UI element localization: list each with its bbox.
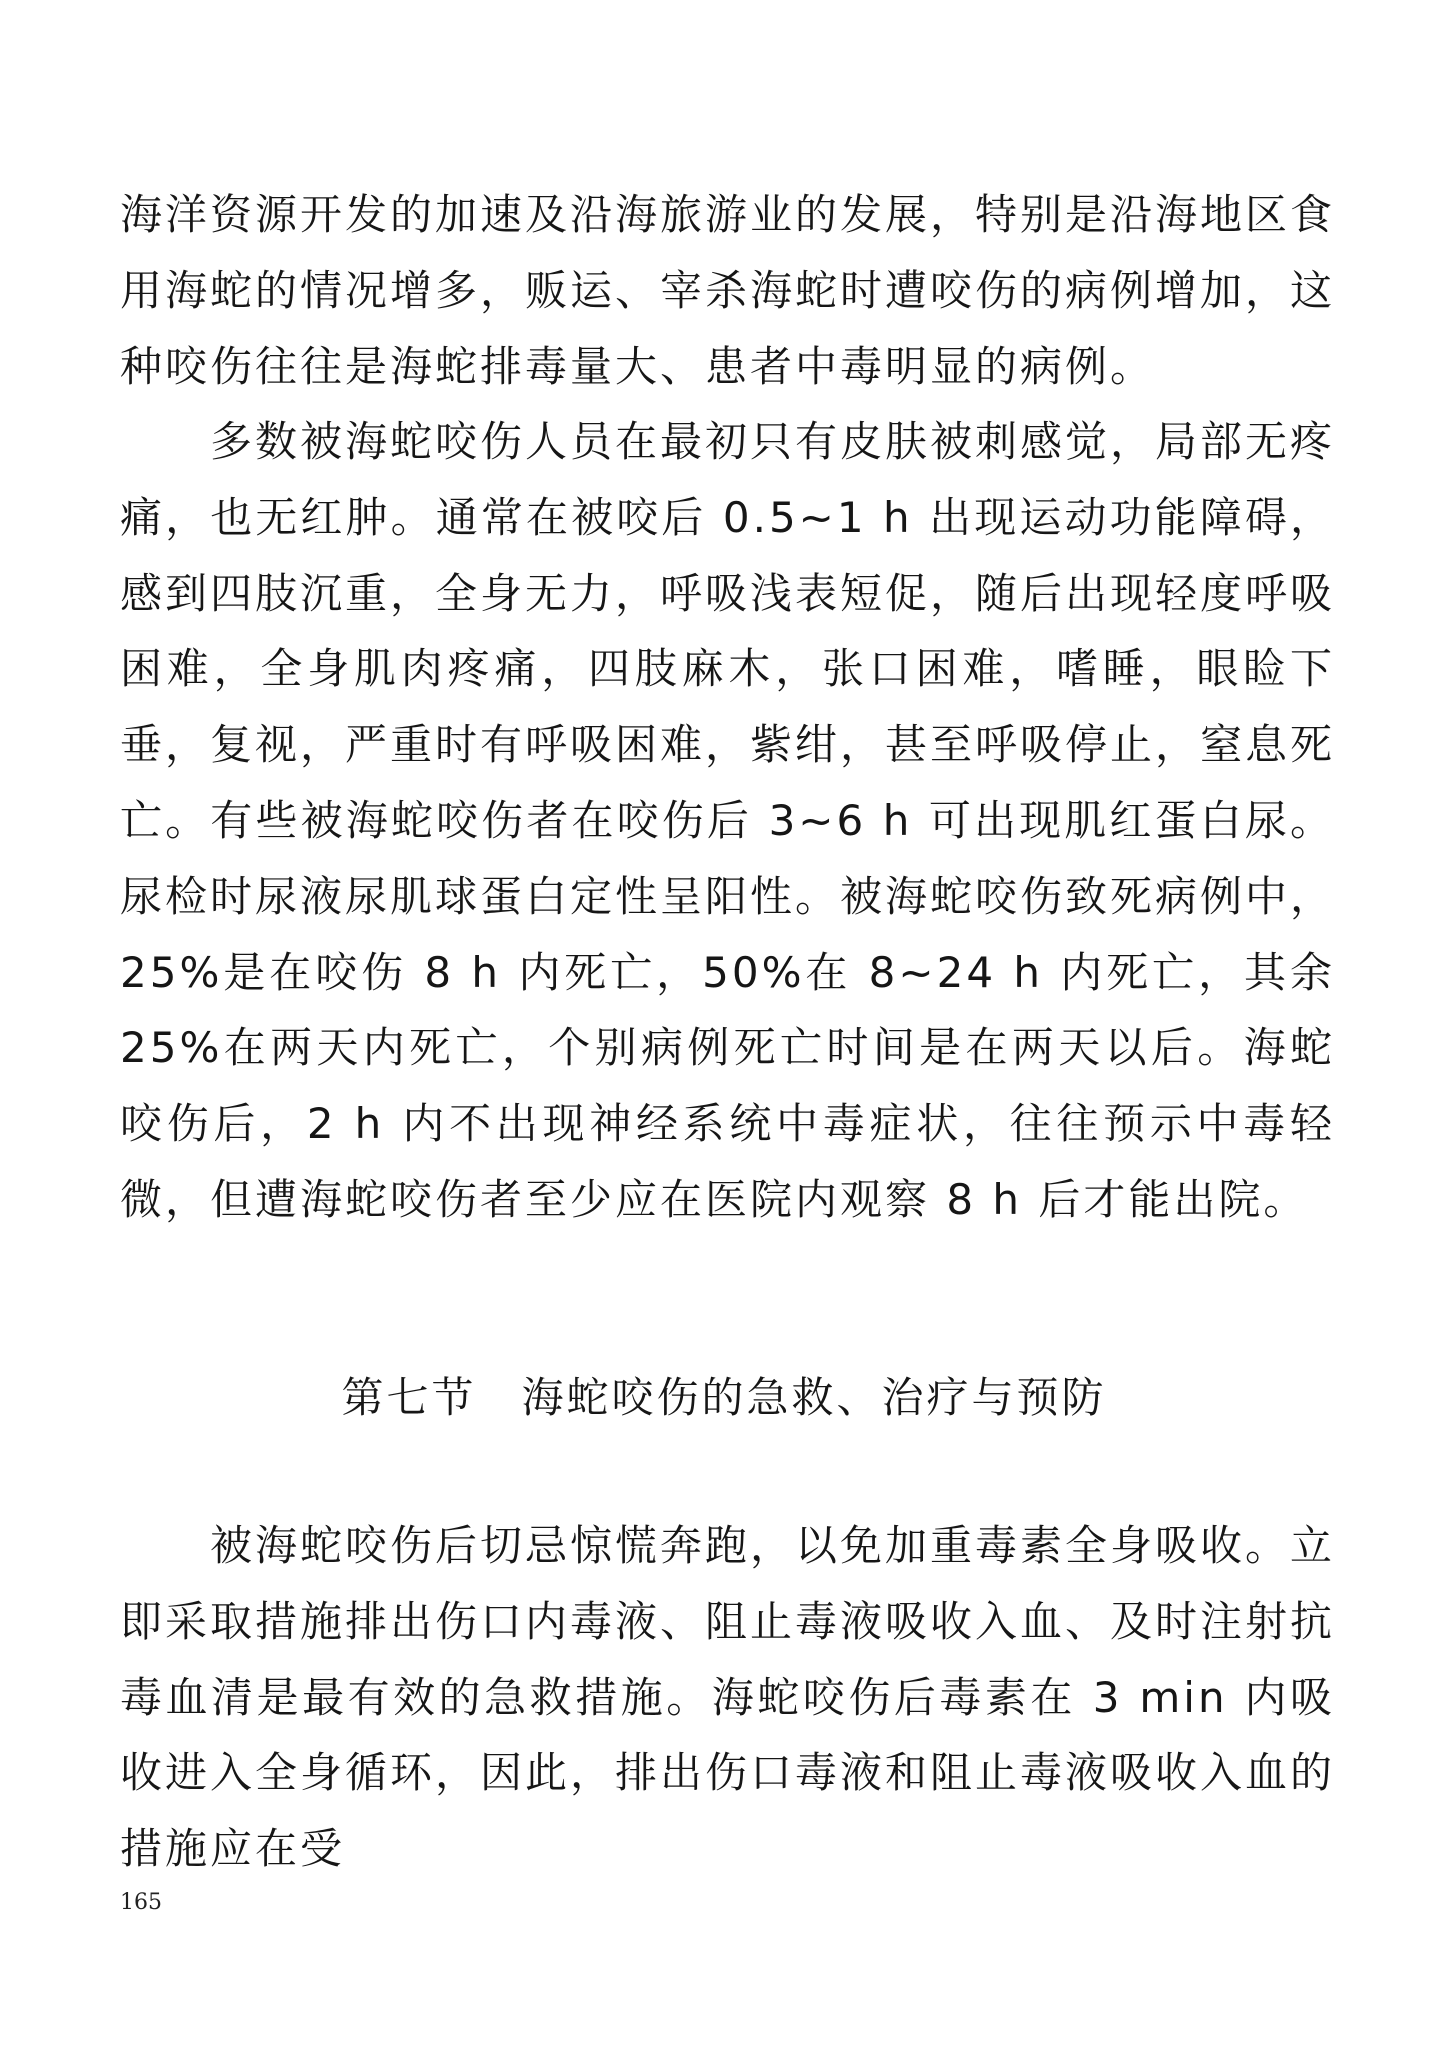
page-number: 165: [120, 1890, 162, 1915]
paragraph-2: 多数被海蛇咬伤人员在最初只有皮肤被刺感觉，局部无疼痛，也无红肿。通常在被咬后 0.5~1 h 出现运动功能障碍，感到四肢沉重，全身无力，呼吸浅表短促，随后出现轻度呼吸困难，全身肌肉疼痛，四肢麻木，张口困难，嗜睡，眼睑下垂，复视，严重时有呼吸困难，紫绀，甚至呼吸停止，窒息死亡。有些被海蛇咬伤者在咬伤后 3~6 h 可出现肌红蛋白尿。尿检时尿液尿肌球蛋白定性呈阳性。被海蛇咬伤致死病例中，25%是在咬伤 8 h 内死亡，50%在 8~24 h 内死亡，其余 25%在两天内死亡，个别病例死亡时间是在两天以后。海蛇咬伤后，2 h 内不出现神经系统中毒症状，往往预示中毒轻微，但遭海蛇咬伤者至少应在医院内观察 8 h 后才能出院。: [120, 417, 1336, 1224]
paragraph-3: 被海蛇咬伤后切忌惊慌奔跑，以免加重毒素全身吸收。立即采取措施排出伤口内毒液、阻止毒液吸收入血、及时注射抗毒血清是最有效的急救措施。海蛇咬伤后毒素在 3 min 内吸收进入全身循环，因此，排出伤口毒液和阻止毒液吸收入血的措施应在受: [120, 1521, 1336, 1874]
paragraph-1: 海洋资源开发的加速及沿海旅游业的发展，特别是沿海地区食用海蛇的情况增多，贩运、宰杀海蛇时遭咬伤的病例增加，这种咬伤往往是海蛇排毒量大、患者中毒明显的病例。: [120, 190, 1336, 391]
section-heading: 第七节 海蛇咬伤的急救、治疗与预防: [341, 1373, 1107, 1422]
